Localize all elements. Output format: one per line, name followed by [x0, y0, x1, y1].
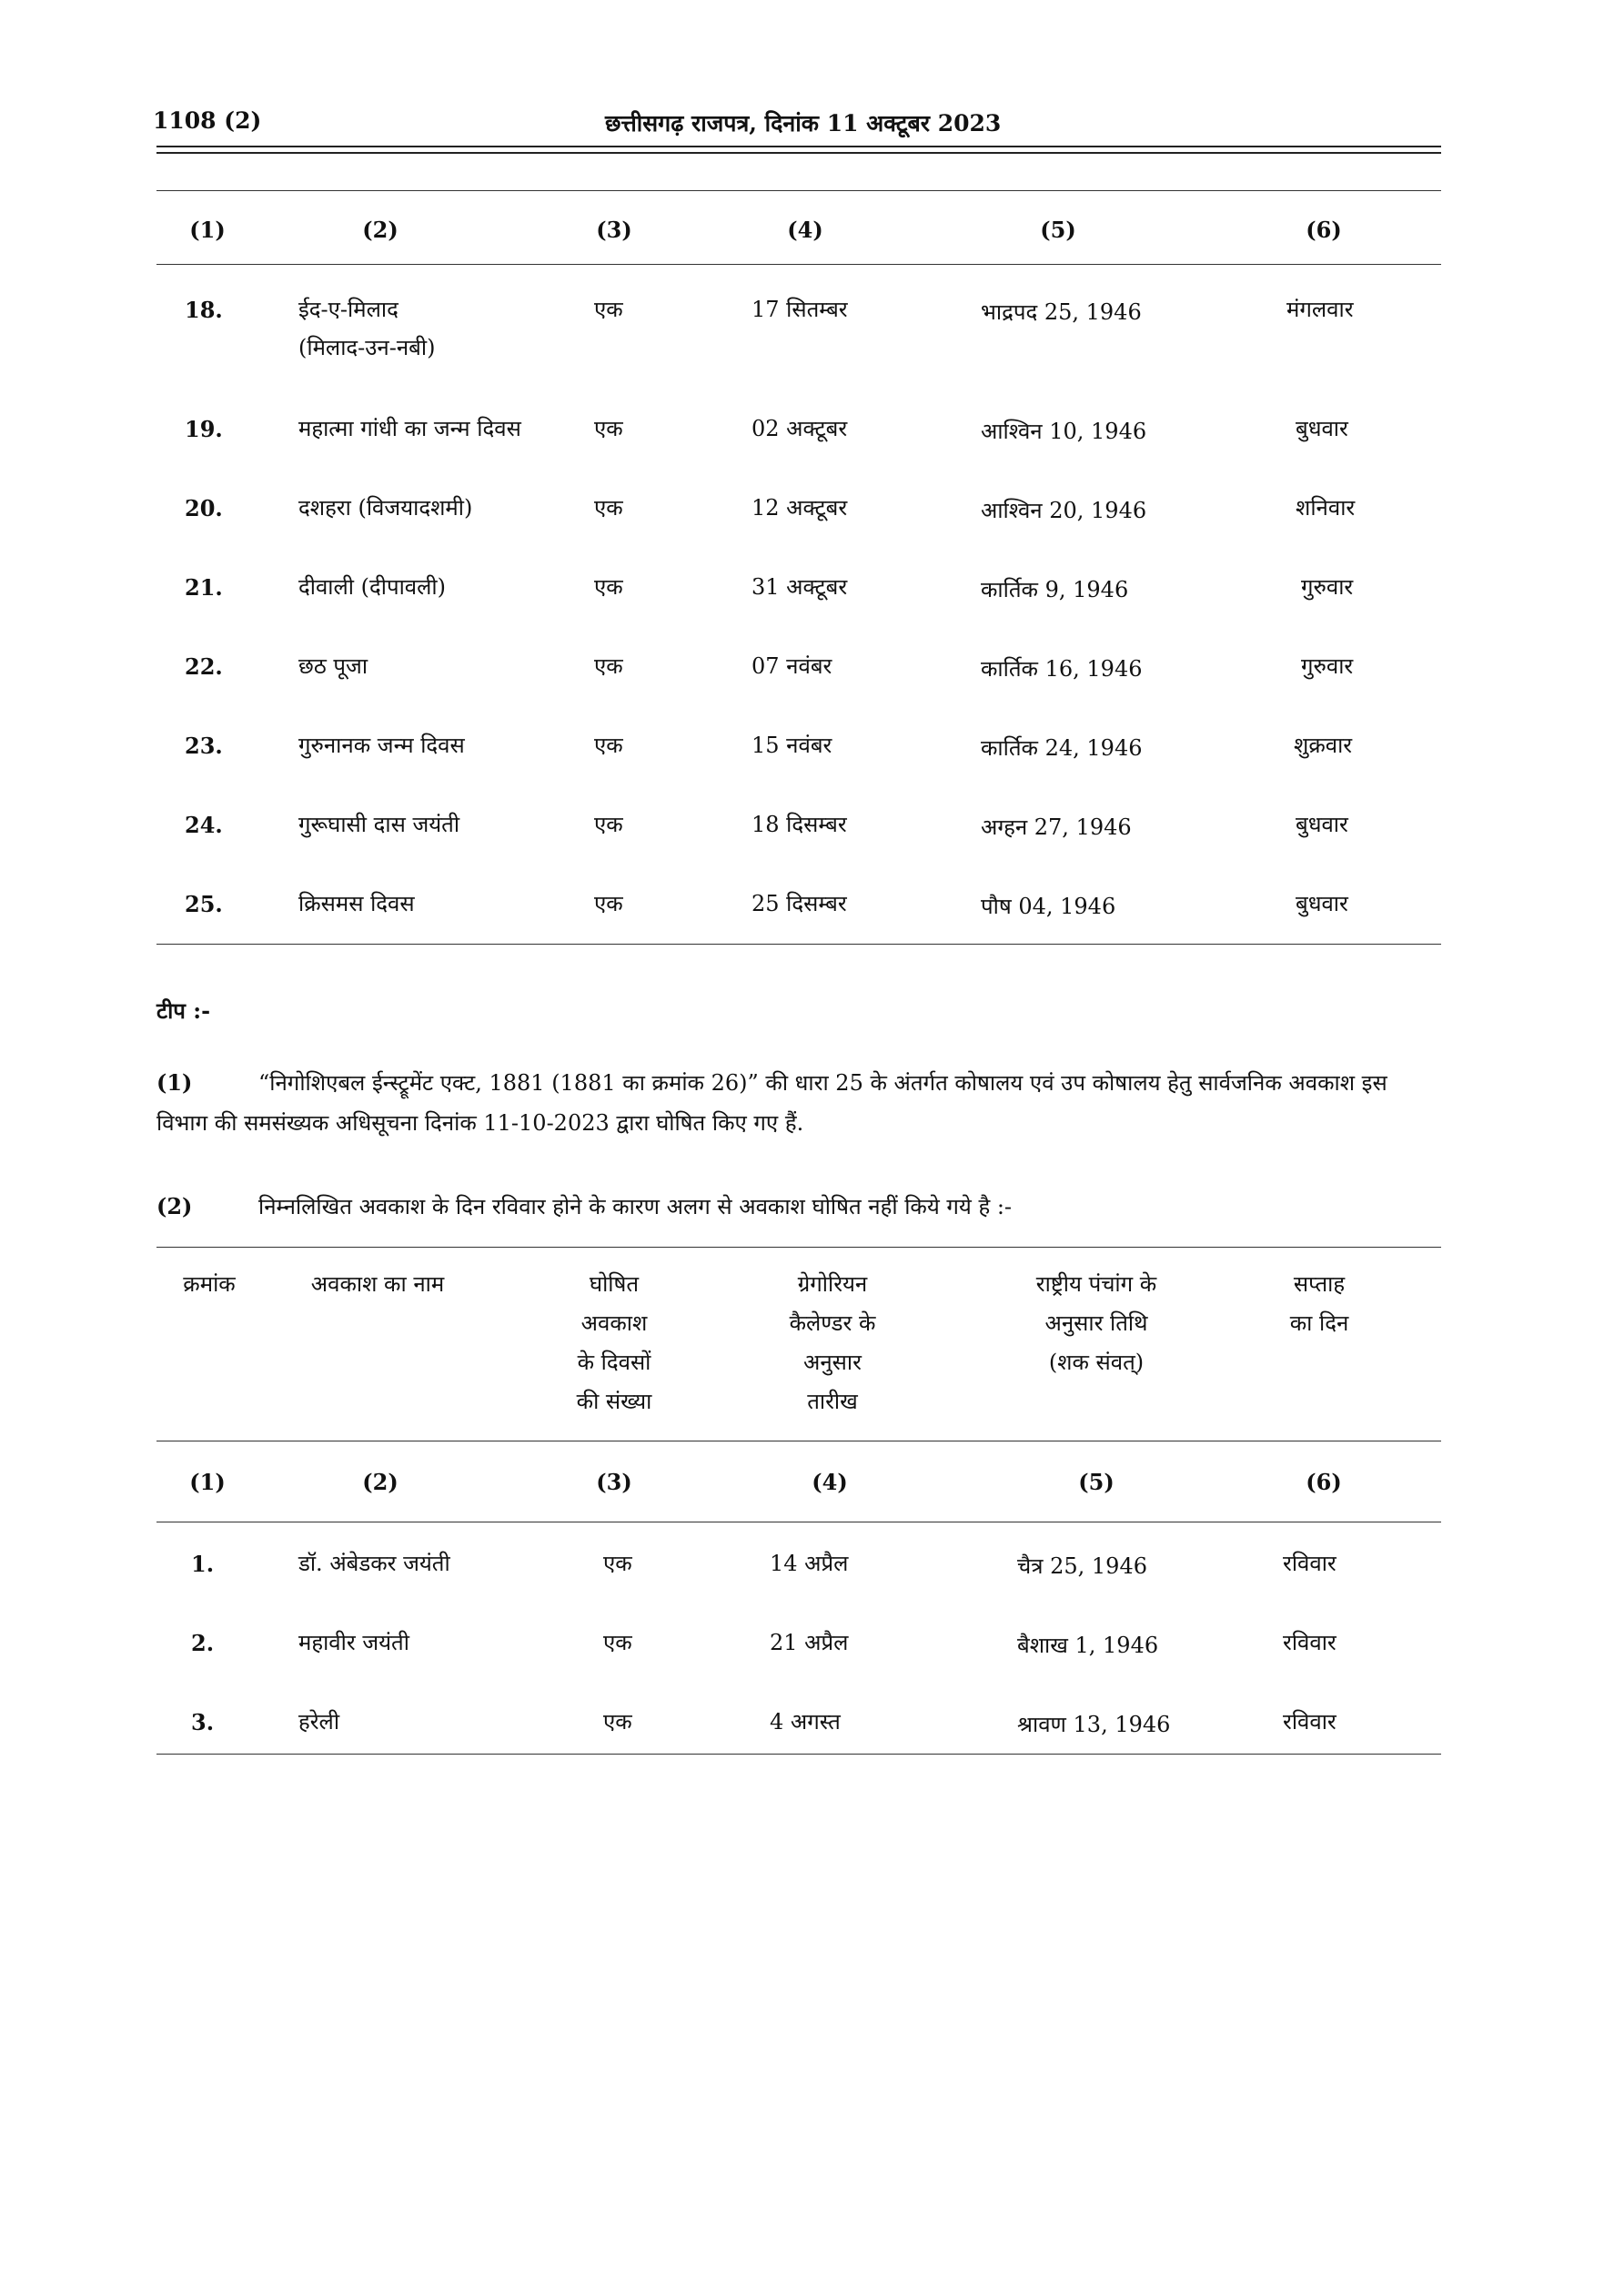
holiday-name: हरेली — [298, 1709, 340, 1735]
col-number: (2) — [362, 217, 398, 243]
column-header: घोषित अवकाश के दिवसों की संख्या — [576, 1271, 652, 1414]
col-number: (6) — [1306, 1469, 1342, 1495]
saka-date: भाद्रपद 25, 1946 — [981, 299, 1142, 325]
holiday-name: गुरूघासी दास जयंती — [298, 812, 460, 837]
serial-number: 25. — [185, 891, 223, 917]
note-paragraph-1 — [156, 1063, 1441, 1143]
gregorian-date: 25 दिसम्बर — [751, 891, 847, 916]
day-count: एक — [594, 891, 623, 916]
saka-date: कार्तिक 24, 1946 — [981, 735, 1143, 761]
weekday: बुधवार — [1296, 812, 1348, 837]
page-number: 1108 (2) — [153, 107, 262, 134]
column-header: ग्रेगोरियन कैलेण्डर के अनुसार तारीख — [789, 1271, 876, 1414]
serial-number: 3. — [191, 1709, 215, 1735]
weekday: मंगलवार — [1286, 297, 1354, 322]
col-number: (5) — [1040, 217, 1076, 243]
day-count: एक — [603, 1630, 632, 1655]
holiday-name: क्रिसमस दिवस — [298, 891, 415, 916]
weekday: रविवार — [1283, 1551, 1337, 1576]
day-count: एक — [594, 416, 623, 441]
weekday: बुधवार — [1296, 891, 1348, 916]
serial-number: 24. — [185, 812, 223, 838]
table2-top-rule — [156, 1247, 1441, 1248]
column-header: अवकाश का नाम — [310, 1271, 445, 1297]
serial-number: 18. — [185, 297, 223, 323]
col-number: (3) — [596, 1469, 632, 1495]
day-count: एक — [603, 1709, 632, 1735]
holiday-name-line2: (मिलाद-उन-नबी) — [298, 335, 436, 360]
table1-top-rule — [156, 190, 1441, 191]
paragraph-number: (2) — [156, 1193, 193, 1219]
gregorian-date: 02 अक्टूबर — [751, 416, 848, 441]
col-number: (1) — [189, 217, 226, 243]
column-header: सप्ताह का दिन — [1289, 1271, 1349, 1336]
paragraph-text: निम्नलिखित अवकाश के दिन रविवार होने के कारण अलग से अवकाश घोषित नहीं किये गये है :- — [258, 1194, 1013, 1219]
header-rule-1 — [156, 146, 1441, 147]
gregorian-date: 17 सितम्बर — [751, 297, 848, 322]
serial-number: 2. — [191, 1630, 215, 1656]
weekday: शनिवार — [1296, 495, 1356, 521]
table1-bottom-rule — [156, 944, 1441, 945]
serial-number: 20. — [185, 495, 223, 521]
serial-number: 21. — [185, 574, 223, 601]
gregorian-date: 18 दिसम्बर — [751, 812, 847, 837]
day-count: एक — [594, 297, 623, 322]
day-count: एक — [603, 1551, 632, 1576]
gregorian-date: 4 अगस्त — [770, 1709, 841, 1735]
weekday: बुधवार — [1296, 416, 1348, 441]
gregorian-date: 07 नवंबर — [751, 653, 832, 679]
holiday-name: महात्मा गांधी का जन्म दिवस — [298, 416, 521, 441]
saka-date: पौष 04, 1946 — [981, 894, 1116, 919]
paragraph-number: (1) — [156, 1069, 193, 1096]
saka-date: कार्तिक 9, 1946 — [981, 577, 1129, 602]
col-number: (1) — [189, 1469, 226, 1495]
table2-bottom-rule — [156, 1754, 1441, 1755]
saka-date: चैत्र 25, 1946 — [1017, 1553, 1147, 1579]
gregorian-date: 21 अप्रैल — [770, 1630, 849, 1655]
day-count: एक — [594, 495, 623, 521]
gregorian-date: 15 नवंबर — [751, 733, 832, 758]
col-number: (4) — [812, 1469, 848, 1495]
serial-number: 19. — [185, 416, 223, 442]
holiday-name: दशहरा (विजयादशमी) — [298, 495, 473, 521]
note-paragraph-2 — [156, 1187, 1441, 1227]
holiday-name: डॉ. अंबेडकर जयंती — [298, 1551, 450, 1576]
serial-number: 22. — [185, 653, 223, 680]
holiday-name: छठ पूजा — [298, 653, 368, 679]
saka-date: श्रावण 13, 1946 — [1017, 1712, 1171, 1737]
day-count: एक — [594, 733, 623, 758]
weekday: रविवार — [1283, 1630, 1337, 1655]
header-rule-2 — [156, 152, 1441, 154]
saka-date: आश्विन 20, 1946 — [981, 498, 1147, 523]
column-header: क्रमांक — [183, 1271, 236, 1297]
day-count: एक — [594, 812, 623, 837]
gazette-title: छत्तीसगढ़ राजपत्र, दिनांक 11 अक्टूबर 2023 — [605, 110, 1002, 137]
weekday: गुरुवार — [1301, 653, 1354, 679]
day-count: एक — [594, 653, 623, 679]
weekday: शुक्रवार — [1294, 733, 1353, 758]
column-header: राष्ट्रीय पंचांग के अनुसार तिथि (शक संवत्) — [1035, 1271, 1157, 1375]
col-number: (6) — [1306, 217, 1342, 243]
serial-number: 23. — [185, 733, 223, 759]
holiday-name: ईद-ए-मिलाद — [298, 297, 398, 322]
table1-header-rule — [156, 264, 1441, 265]
serial-number: 1. — [191, 1551, 215, 1577]
holiday-name: महावीर जयंती — [298, 1630, 409, 1655]
saka-date: अग्हन 27, 1946 — [981, 814, 1132, 840]
gregorian-date: 12 अक्टूबर — [751, 495, 848, 521]
paragraph-text: “निगोशिएबल ईन्स्ट्रूमेंट एक्ट, 1881 (1881 का क्रमांक 26)” की धारा 25 के अंतर्गत कोषालय एवं उप कोषालय हेतु सार्वजनिक अवकाश इस विभाग की समसंख्यक अधिसूचना दिनांक 11-10-2023 द्वारा घोषित किए गए हैं. — [156, 1070, 1387, 1136]
gregorian-date: 14 अप्रैल — [770, 1551, 849, 1576]
saka-date: कार्तिक 16, 1946 — [981, 656, 1143, 682]
saka-date: आश्विन 10, 1946 — [981, 419, 1147, 444]
col-number: (2) — [362, 1469, 398, 1495]
weekday: गुरुवार — [1301, 574, 1354, 600]
day-count: एक — [594, 574, 623, 600]
note-heading: टीप :- — [156, 997, 211, 1024]
holiday-name: गुरुनानक जन्म दिवस — [298, 733, 465, 758]
gregorian-date: 31 अक्टूबर — [751, 574, 848, 600]
weekday: रविवार — [1283, 1709, 1337, 1735]
saka-date: बैशाख 1, 1946 — [1017, 1633, 1159, 1658]
col-number: (4) — [787, 217, 823, 243]
holiday-name: दीवाली (दीपावली) — [298, 574, 447, 600]
col-number: (3) — [596, 217, 632, 243]
col-number: (5) — [1078, 1469, 1115, 1495]
